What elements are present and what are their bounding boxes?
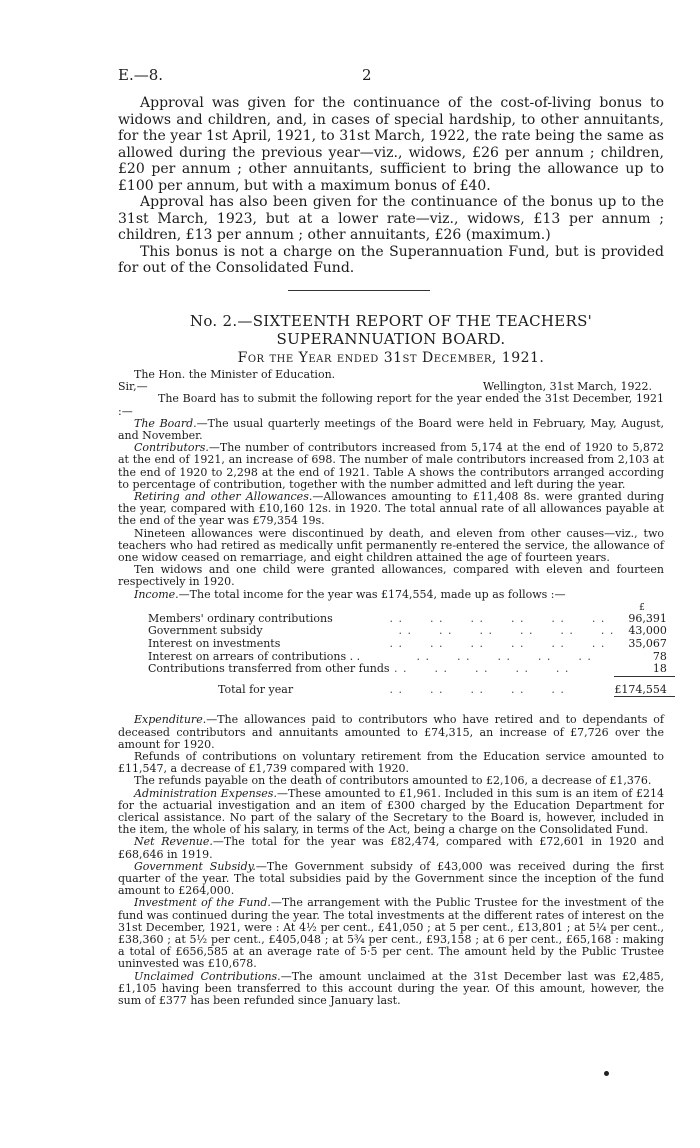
report-title: No. 2.—SIXTEENTH REPORT OF THE TEACHERS' SUPERANNUATION BOARD. [189,312,593,348]
income-amount: 18 [652,662,667,676]
place-date: Wellington, 31st March, 1922. [482,380,652,394]
income-amount: 43,000 [628,624,667,638]
leader-dots: . . . . . . . . . . . . [389,624,615,638]
unclaimed-heading: Unclaimed Contributions. [134,969,281,983]
income-paragraph [118,589,664,601]
income-text: —The total income for the year was £174,554, made up as follows :— [178,587,566,601]
admin-paragraph [118,788,664,837]
subsidy-text: —The Government subsidy of £43,000 was received during the first quarter of the year. The total subsidies paid by the Government since the inception of the fund amount to £264,000. [118,859,664,898]
board-paragraph [118,418,664,442]
total-label: Total for year [218,682,294,696]
investment-paragraph [118,897,664,970]
widows-paragraph: Ten widows and one child were granted allowances, compared with eleven and fourteen respectively in 1920. [118,563,664,589]
intro-paragraph-1: Approval was given for the continuance of the cost-of-living bonus to widows and children, and, in cases of special hardship, to other annuitants, for the year 1st April, 1921, to 31st March, 1922, the rate being the same as allowed during the previous year—viz., widows, £26 per annum ; children, £20 per annum ; other annuitants, sufficient to bring the allowance up to £100 per annum, but with a maximum bonus of £40. [118,95,664,194]
addressee: The Hon. the Minister of Education. [134,368,336,381]
bonus-intro-section [118,95,664,277]
income-heading: Income. [134,587,179,601]
death-refunds-paragraph: The refunds payable on the death of contributors amounted to £2,106, a decrease of £1,376. [134,774,652,788]
income-label: Members' ordinary contributions [148,611,333,625]
income-label: Interest on arrears of contributions . . [148,649,361,663]
income-label: Contributions transferred from other funds [148,662,390,676]
retiring-heading: Retiring and other Allowances. [134,490,313,504]
expenditure-heading: Expenditure. [134,713,207,727]
currency-symbol: £ [639,602,645,613]
intro-paragraph-3: This bonus is not a charge on the Superannuation Fund, but is provided for out of the Consolidated Fund. [118,243,664,276]
ink-dot [604,1071,609,1076]
table-row [118,663,675,676]
leader-dots: . . . . . . . . . . [389,682,565,696]
net-revenue-text: —The total for the year was £82,474, compared with £72,601 in 1920 and £68,646 in 1919. [118,835,664,861]
total-amount: £174,554 [614,676,675,697]
leader-dots: . . . . . . . . . . [389,649,592,663]
income-table [118,604,675,698]
intro-paragraph-2: Approval has also been given for the continuance of the bonus up to the 31st March, 1923, but at a lower rate—viz., widows, £13 per annum ; children, £13 per annum ; other annuitants, £26 (maximum.) [118,194,664,243]
report-subtitle: For the Year ended 31st December, 1921. [237,350,545,366]
income-amount: 96,391 [628,611,667,625]
retiring-paragraph [118,491,664,528]
net-revenue-heading: Net Revenue. [134,835,213,849]
document-code: E.—8. [118,66,164,84]
contributors-paragraph [118,442,664,491]
investment-heading: Investment of the Fund. [134,896,271,910]
income-label: Government subsidy [148,624,263,638]
report-body [118,368,667,1008]
retiring-text: —Allowances amounting to £11,408 8s. were granted during the year, compared with £10,160 12s. in 1920. The total annual rate of all allowances payable at the end of the year was £79,354 19s. [118,490,664,528]
salutation: Sir,— [118,380,148,394]
admin-text: —These amounted to £1,961. Included in this sum is an item of £214 for the actuarial investigation and an item of £300 charged by the Education Department for clerical assistance. No part of the salary of the Secretary to the Board is, however, included in the item, the whole of his salary, in terms of the Act, being a charge on the Consolidated Fund. [118,786,664,837]
page-number: 2 [362,66,372,84]
contributors-heading: Contributors. [134,441,209,455]
leader-dots: . . . . . . . . . . . . [389,637,606,651]
expenditure-text: —The allowances paid to contributors who have retired and to dependants of deceased contributors and annuitants amounted to £74,315, an increase of £7,726 over the amount for 1920. [118,713,664,751]
opening-line: The Board has to submit the following report for the year ended the 31st December, 1921 :— [118,392,664,418]
income-total-row [118,676,675,697]
table-row [118,651,675,664]
refunds-paragraph: Refunds of contributions on voluntary retirement from the Education service amounted to £11,547, a decrease of £1,739 compared with 1920. [118,750,664,776]
net-revenue-paragraph [118,836,664,860]
admin-heading: Administration Expenses. [134,786,277,800]
section-divider [288,290,430,291]
board-heading: The Board. [134,416,197,430]
table-row [118,638,675,651]
contributors-text: —The number of contributors increased from 5,174 at the end of 1920 to 5,872 at the end of 1921, an increase of 698. The number of male contributors increased from 2,103 at the end of 1920 to 2,298 at the end of 1921. Table A shows the contributors arranged according to percentage of contribution, together with the number admitted and left during the year. [118,441,664,491]
investment-text: —The arrangement with the Public Trustee for the investment of the fund was continued during the year. The total investments at the different rates of interest on the 31st December, 1921, were : At 4½ per cent., £41,050 ; at 5 per cent., £13,801 ; at 5¼ per cent., £38,360 ; at 5½ per cent., £405,048 ; at 5¾ per cent., £93,158 ; at 6 per cent., £65,168 : making a total of £656,585 at an average rate of 5·5 per cent. The amount held by the Public Trustee uninvested was £10,678. [118,896,665,971]
expenditure-paragraph [118,714,664,751]
subsidy-heading: Government Subsidy. [134,859,256,873]
leader-dots: . . . . . . . . . . [389,662,570,676]
income-label: Interest on investments [148,637,281,651]
income-amount: 35,067 [628,637,667,651]
income-amount: 78 [652,649,667,663]
unclaimed-paragraph [118,971,664,1008]
discontinued-paragraph: Nineteen allowances were discontinued by death, and eleven from other causes—viz., two teachers who had retired as medically unfit permanently re-entered the service, the allowance of one widow ceased on remarriage, and eight children attained the age of fourteen years. [118,526,664,565]
leader-dots: . . . . . . . . . . . . [389,611,606,625]
subsidy-paragraph [118,861,664,898]
board-text: —The usual quarterly meetings of the Board were held in February, May, August, and November. [118,416,664,443]
unclaimed-text: —The amount unclaimed at the 31st December last was £2,485, £1,105 having been transferred to this account during the year. Of this amount, however, the sum of £377 has been refunded since January last. [118,969,664,1008]
